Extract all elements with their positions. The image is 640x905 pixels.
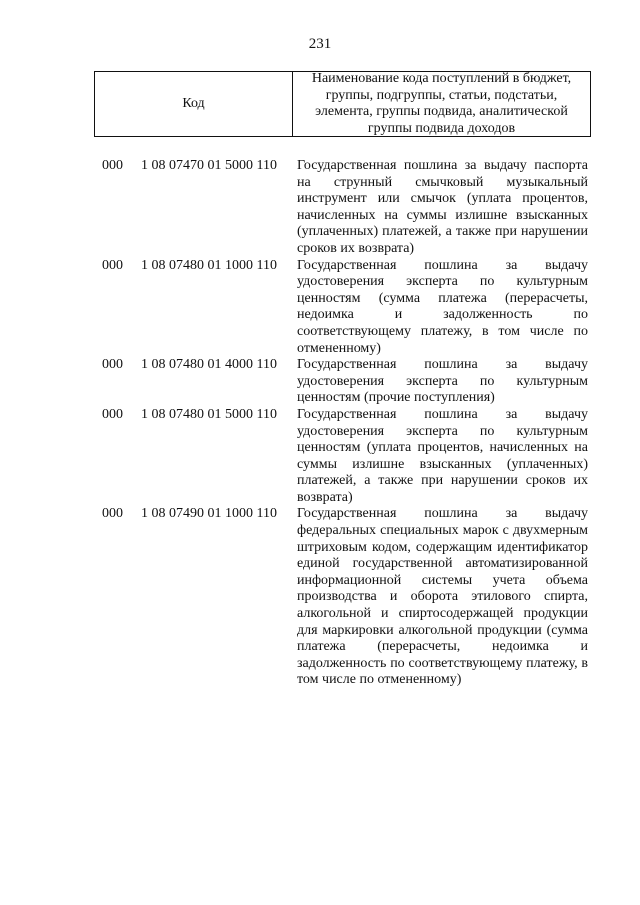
header-name-label: Наименование кода поступлений в бюджет, группы, подгруппы, статьи, подстатьи, элемента, группы подвида, аналитической группы подвида доходов: [311, 71, 572, 136]
row-description: Государственная пошлина за выдачу удостоверения эксперта по культурным ценностям (прочие поступления): [297, 357, 588, 406]
row-budget-code: 1 08 07490 01 1000 110: [141, 506, 277, 522]
table-row: [0, 506, 640, 689]
table-row: [0, 407, 640, 507]
row-budget-code: 1 08 07480 01 4000 110: [141, 357, 277, 373]
header-code-label: Код: [95, 72, 293, 136]
row-description: Государственная пошлина за выдачу федеральных специальных марок с двухмерным штриховым кодом, содержащим идентификатор единой государственной автоматизированной информационной системы учета объема производства и оборота этилового спирта, алкогольной и спиртосодержащей продукции для маркировки алкогольной продукции (сумма платежа (перерасчеты, недоимка и задолженность по соответствующему платежу, в том числе по отмененному): [297, 506, 588, 688]
table-row: [0, 158, 640, 258]
page-number: 231: [308, 36, 332, 52]
row-admin-code: 000: [102, 158, 123, 173]
row-budget-code: 1 08 07480 01 5000 110: [141, 406, 277, 422]
table-header: [94, 71, 591, 137]
table-row: [0, 258, 640, 358]
row-budget-code: 1 08 07480 01 1000 110: [141, 257, 277, 273]
row-admin-code: 000: [102, 357, 123, 373]
row-budget-code: 1 08 07470 01 5000 110: [141, 158, 277, 173]
row-description: Государственная пошлина за выдачу паспорта на струнный смычковый музыкальный инструмент или смычок (уплата процентов, начисленных на суммы излишне взысканных (уплаченных) платежей, а также при нарушении сроков их возврата): [297, 158, 588, 256]
row-description: Государственная пошлина за выдачу удостоверения эксперта по культурным ценностям (сумма платежа (перерасчеты, недоимка и задолженность по соответствующему платежу, в том числе по отмененному): [297, 257, 588, 356]
row-admin-code: 000: [102, 506, 123, 522]
row-description: Государственная пошлина за выдачу удостоверения эксперта по культурным ценностям (уплата процентов, начисленных на суммы излишне взысканных (уплаченных) платежей, а также при нарушении сроков их возврата): [297, 406, 588, 505]
row-admin-code: 000: [102, 406, 123, 422]
row-admin-code: 000: [102, 257, 123, 273]
code-list: [0, 158, 640, 689]
table-row: [0, 357, 640, 407]
